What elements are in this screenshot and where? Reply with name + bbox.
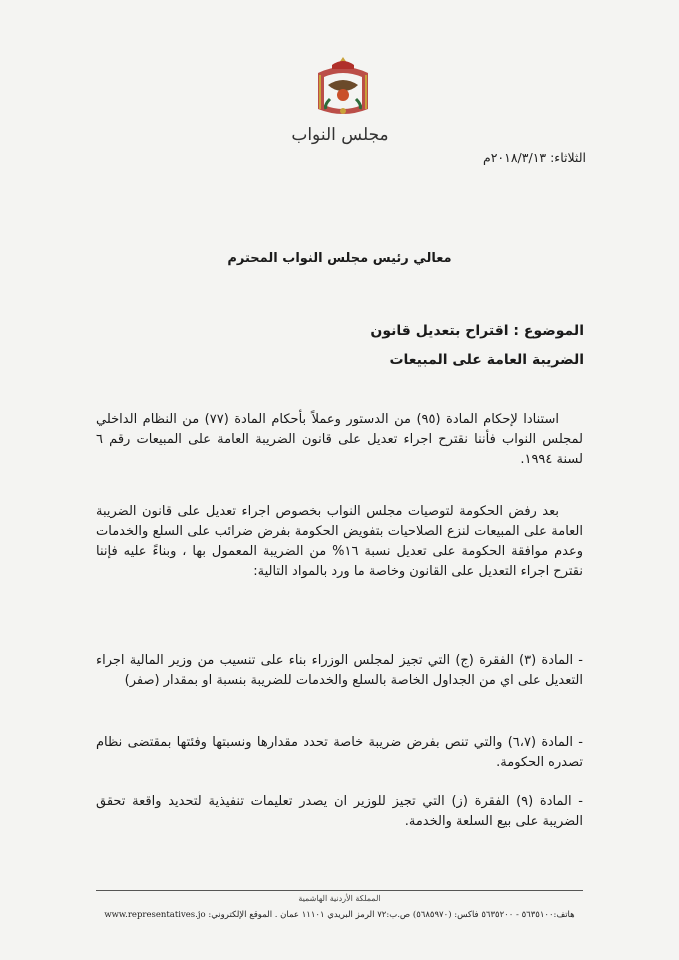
footer-kingdom: المملكة الأردنية الهاشمية: [298, 894, 381, 903]
body-paragraph-1: استنادا لإحكام المادة (٩٥) من الدستور وعملاً بأحكام المادة (٧٧) من النظام الداخلي لمجلس النواب فأننا نقترح اجراء تعديل على قانون الضريبة العامة على المبيعات رقم ٦ لسنة ١٩٩٤.: [96, 412, 583, 467]
article-item-3: - المادة (٩) الفقرة (ز) التي تجيز للوزير ان يصدر تعليمات تنفيذية لتحديد واقعة تحقق الضريبة على بيع السلعة والخدمة.: [96, 794, 583, 829]
subject-line-1: الموضوع : اقتراح بتعديل قانون: [370, 323, 584, 339]
council-name: مجلس النواب: [291, 125, 389, 145]
addressee: معالي رئيس مجلس النواب المحترم: [227, 251, 452, 266]
body-paragraph-2: بعد رفض الحكومة لتوصيات مجلس النواب بخصوص اجراء تعديل على قانون الضريبة العامة على المبيعات لنزع الصلاحيات بتفويض الحكومة بفرض ضرائب على السلع والخدمات وعدم موافقة الحكومة على تعديل نسبة ١٦% من الضريبة المعمول بها ، وبناءً عليه فإننا نقترح اجراء التعديل على القانون وخاصة ما ورد بالمواد التالية:: [96, 504, 583, 579]
footer-divider: [96, 890, 583, 891]
subject-line-2: الضريبة العامة على المبيعات: [389, 352, 584, 368]
jordan-coat-of-arms-icon: [302, 55, 384, 121]
article-item-1: - المادة (٣) الفقرة (ج) التي تجيز لمجلس الوزراء بناء على تنسيب من وزير المالية اجراء التعديل على اي من الجداول الخاصة بالسلع والخدمات للضريبة بنسبة او بمقدار (صفر): [96, 653, 583, 688]
subject: [370, 317, 584, 375]
letter-date: الثلاثاء: ٢٠١٨/٣/١٣م: [482, 150, 586, 165]
footer-contact: هاتف:٥٦٣٥١٠٠ - ٥٦٣٥٢٠٠ فاكس: (٥٦٨٥٩٧٠) ص.ب:٧٢ الرمز البريدي ١١١٠١ عمان . الموقع الإلكتروني: www.representatives.jo: [104, 910, 575, 920]
article-item-2: - المادة (٦،٧) والتي تنص بفرض ضريبة خاصة تحدد مقدارها ونسبتها وفئتها بمقتضى نظام تصدره الحكومة.: [96, 735, 583, 770]
